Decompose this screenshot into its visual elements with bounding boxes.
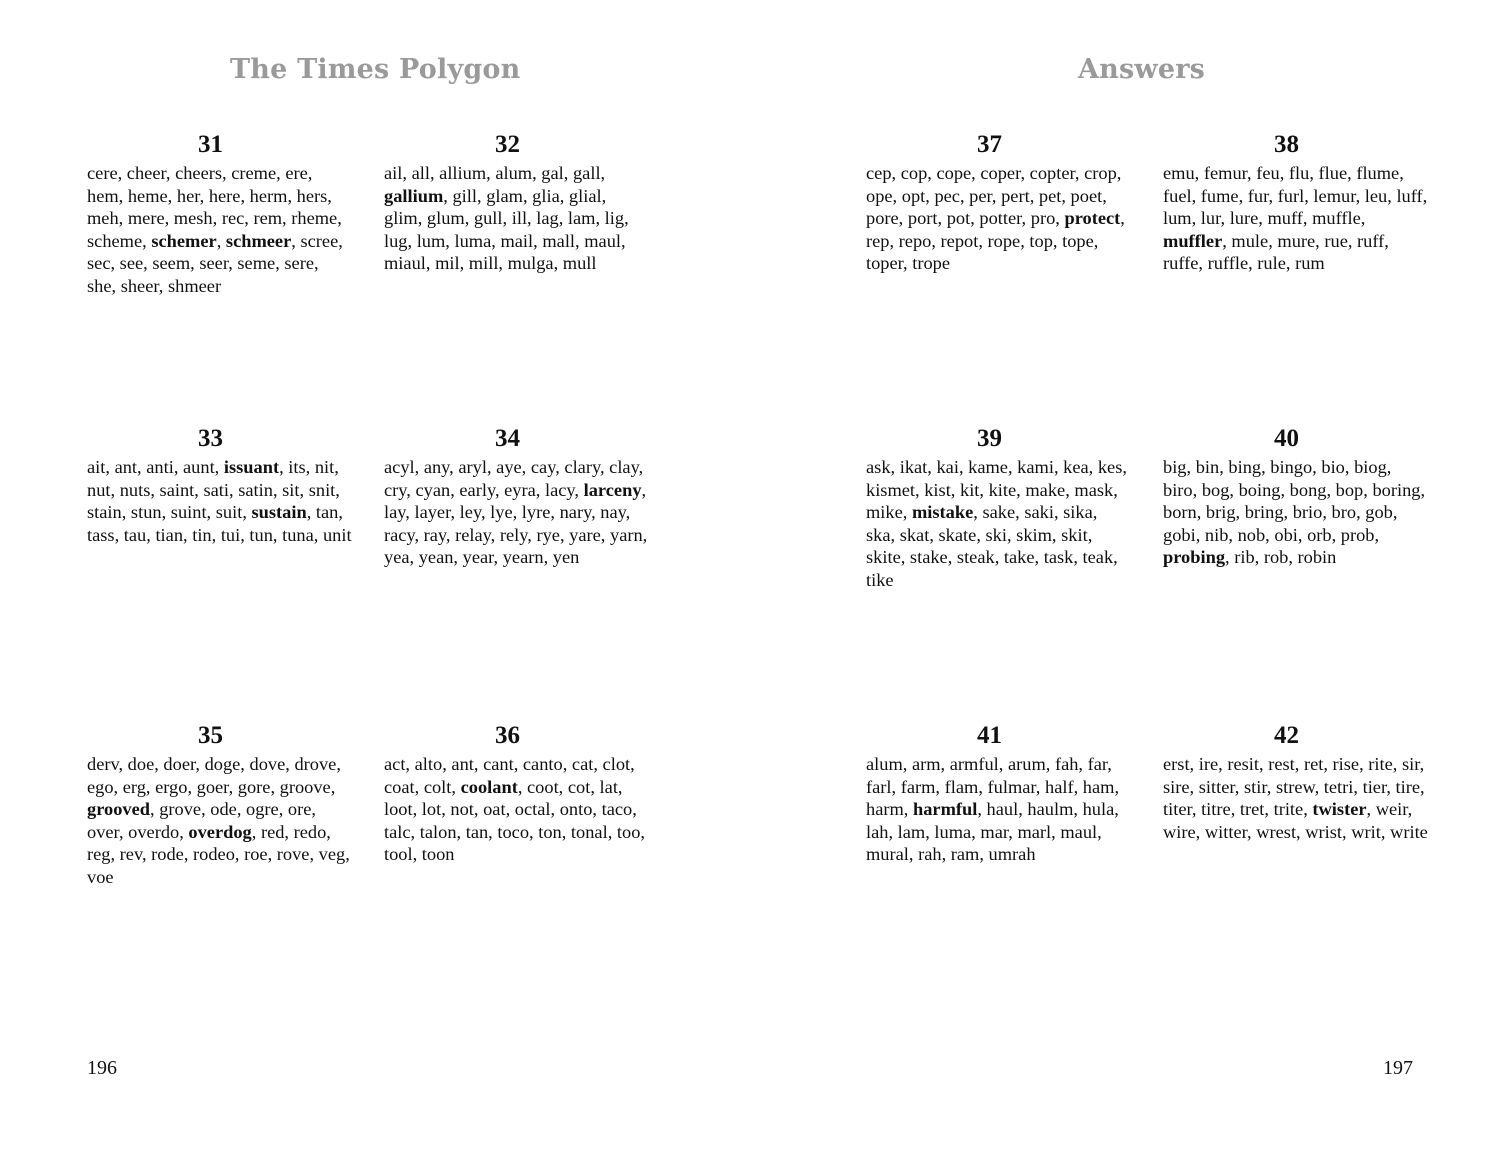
answer-39 <box>866 426 1131 592</box>
answer-number: 33 <box>198 425 223 452</box>
solution-word: gallium <box>384 185 444 206</box>
word-run: derv, doe, doer, doge, dove, drove, ego, erg, ergo, goer, gore, groove, <box>87 754 341 797</box>
word-run: , tan, tass, tau, tian, tin, tui, tun, tuna, unit <box>87 502 352 545</box>
word-run: , <box>216 230 226 251</box>
answer-words <box>1163 456 1428 569</box>
solution-word: larceny <box>583 479 642 500</box>
solution-word: twister <box>1312 799 1367 820</box>
solution-word: schemer <box>151 230 217 251</box>
word-run: , gill, glam, glia, glial, glim, glum, gull, ill, lag, lam, lig, lug, lum, luma, mail, mall, maul, miaul, mil, mill, mulga, mull <box>384 185 629 274</box>
word-run: , scree, sec, see, seem, seer, seme, sere, she, sheer, shmeer <box>87 230 343 296</box>
word-run: big, bin, bing, bingo, bio, biog, biro, bog, boing, bong, bop, boring, born, brig, bring, brio, bro, gob, gobi, nib, nob, obi, orb, prob, <box>1163 457 1426 545</box>
answer-32 <box>384 132 649 275</box>
answer-number: 41 <box>977 722 1002 749</box>
solution-word: harmful <box>912 799 978 820</box>
word-run: emu, femur, feu, flu, flue, flume, fuel, fume, fur, furl, lemur, leu, luff, lum, lur, lure, muff, muffle, <box>1163 163 1428 229</box>
answer-34 <box>384 426 649 569</box>
answer-number: 32 <box>495 131 520 158</box>
answer-number: 40 <box>1274 425 1299 452</box>
word-run: alum, arm, armful, arum, fah, far, farl, farm, flam, fulmar, half, ham, harm, <box>866 754 1120 820</box>
answer-words <box>384 456 649 569</box>
word-run: acyl, any, aryl, aye, cay, clary, clay, cry, cyan, early, eyra, lacy, <box>384 457 644 500</box>
answer-38 <box>1163 132 1428 275</box>
word-run: cep, cop, cope, coper, copter, crop, ope, opt, pec, per, pert, pet, poet, pore, port, pot, potter, pro, <box>866 163 1122 229</box>
answer-words <box>384 162 649 275</box>
answer-words <box>87 456 352 546</box>
answer-35 <box>87 723 352 889</box>
answer-words <box>1163 162 1428 275</box>
word-run: , weir, wire, witter, wrest, wrist, writ, write <box>1163 799 1428 842</box>
running-head: The Times Polygon <box>230 54 521 85</box>
solution-word: schmeer <box>225 230 292 251</box>
solution-word: issuant <box>223 457 280 477</box>
word-run: ail, all, allium, alum, gal, gall, <box>384 163 606 183</box>
solution-word: grooved <box>87 799 151 820</box>
word-run: erst, ire, resit, rest, ret, rise, rite, sir, sire, sitter, stir, strew, tetri, tier, tire, titer, titre, tret, trite, <box>1163 754 1425 820</box>
solution-word: probing <box>1163 547 1226 568</box>
solution-word: mistake <box>911 502 974 523</box>
answer-number: 35 <box>198 722 223 749</box>
answer-number: 42 <box>1274 722 1299 749</box>
answer-number: 36 <box>495 722 520 749</box>
word-run: , sake, saki, sika, ska, skat, skate, ski, skim, skit, skite, stake, steak, take, task, teak, tike <box>866 502 1118 590</box>
solution-word: sustain <box>251 502 307 523</box>
running-head: Answers <box>1078 54 1206 85</box>
answer-number: 31 <box>198 131 223 158</box>
solution-word: protect <box>1064 208 1121 229</box>
answer-words <box>866 456 1131 592</box>
answer-words <box>866 753 1131 866</box>
answer-words <box>384 753 649 866</box>
word-run: ask, ikat, kai, kame, kami, kea, kes, kismet, kist, kit, kite, make, mask, mike, <box>866 457 1127 523</box>
answer-33 <box>87 426 352 546</box>
word-run: , coot, cot, lat, loot, lot, not, oat, octal, onto, taco, talc, talon, tan, toco, ton, tonal, too, tool, toon <box>384 776 645 865</box>
answer-number: 38 <box>1274 131 1299 158</box>
answer-42 <box>1163 723 1428 843</box>
answer-words <box>87 753 352 889</box>
word-run: , lay, layer, ley, lye, lyre, nary, nay, racy, ray, relay, rely, rye, yare, yarn, yea, yean, year, yearn, yen <box>384 479 648 568</box>
word-run: , rib, rob, robin <box>1225 547 1337 568</box>
word-run: ait, ant, anti, aunt, <box>87 457 224 477</box>
answer-40 <box>1163 426 1428 569</box>
solution-word: muffler <box>1163 230 1223 251</box>
right-page <box>750 0 1500 1151</box>
word-run: , its, nit, nut, nuts, saint, sati, satin, sit, snit, stain, stun, suint, suit, <box>87 457 340 523</box>
answer-words <box>1163 753 1428 843</box>
solution-word: coolant <box>460 776 518 797</box>
word-run: , grove, ode, ogre, ore, over, overdo, <box>87 799 316 842</box>
word-run: cere, cheer, cheers, creme, ere, hem, heme, her, here, herm, hers, meh, mere, mesh, rec, rem, rheme, scheme, <box>87 163 342 251</box>
word-run: , haul, haulm, hula, lah, lam, luma, mar, marl, maul, mural, rah, ram, umrah <box>866 799 1119 865</box>
solution-word: overdog <box>188 821 252 842</box>
word-run: , mule, mure, rue, ruff, ruffe, ruffle, rule, rum <box>1163 230 1389 274</box>
answer-number: 34 <box>495 425 520 452</box>
page-number: 196 <box>87 1057 117 1079</box>
answer-37 <box>866 132 1131 275</box>
answer-words <box>87 162 352 298</box>
answer-words <box>866 162 1131 275</box>
answer-number: 39 <box>977 425 1002 452</box>
word-run: , red, redo, reg, rev, rode, rodeo, roe, rove, veg, voe <box>87 821 350 887</box>
answer-41 <box>866 723 1131 866</box>
word-run: , rep, repo, repot, rope, top, tope, toper, trope <box>866 208 1125 274</box>
answer-number: 37 <box>977 131 1002 158</box>
page-number: 197 <box>1383 1057 1413 1079</box>
answer-31 <box>87 132 352 298</box>
word-run: act, alto, ant, cant, canto, cat, clot, coat, colt, <box>384 754 635 797</box>
answer-36 <box>384 723 649 866</box>
